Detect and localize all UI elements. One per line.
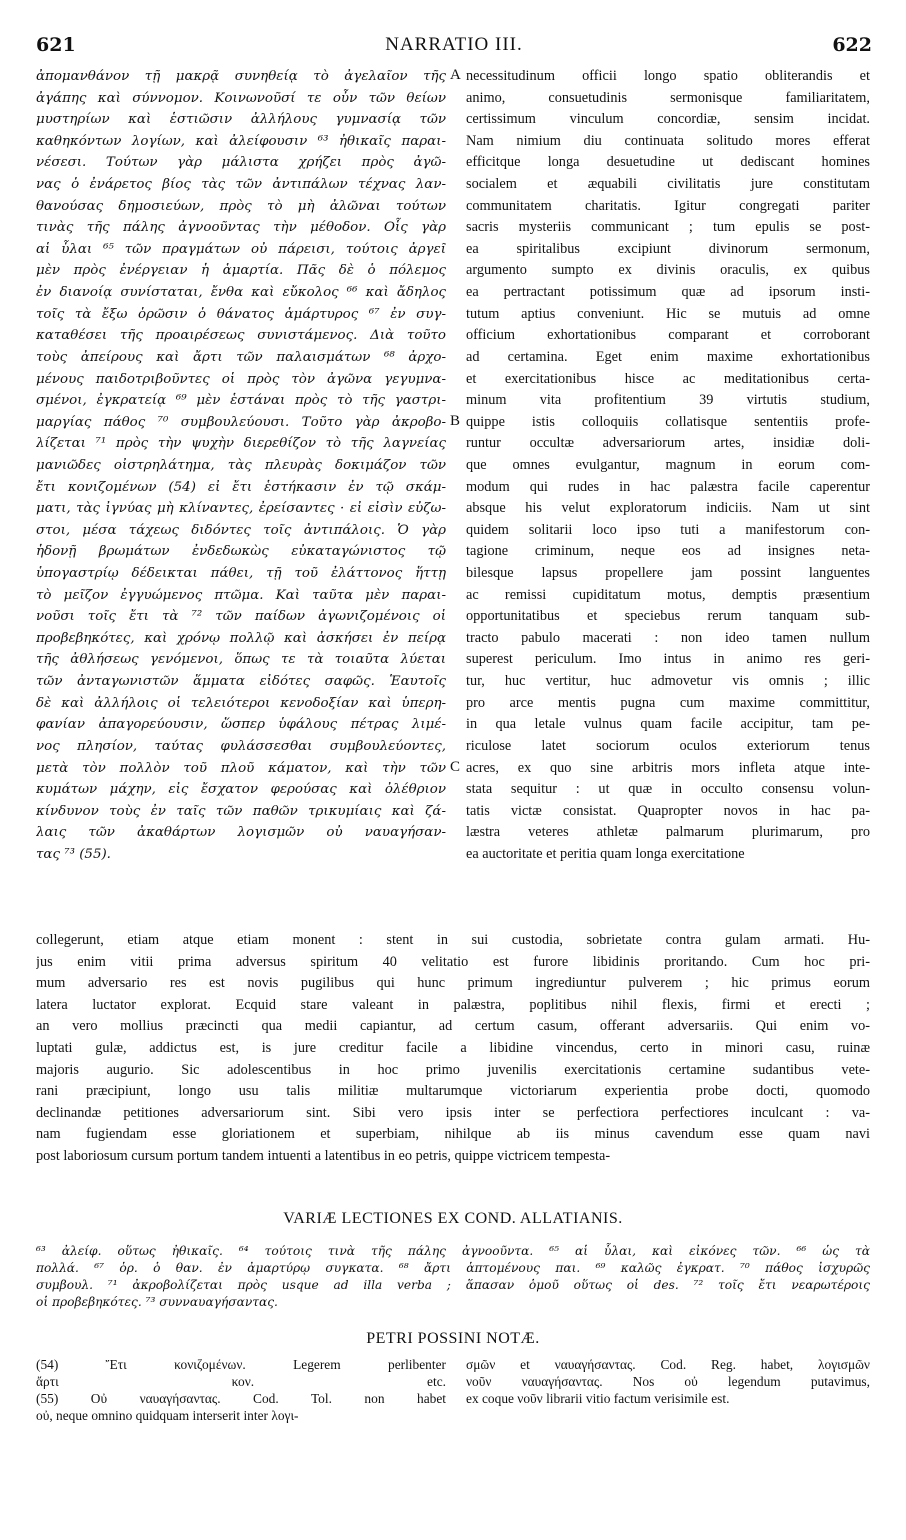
greek-text-line: τῆς ἀθλήσεως γενόμενοι, ὅπως τε τὰ τοιαῦτα λύεται xyxy=(36,652,446,668)
latin-text-line: modum qui rudes in hac palæstra facile caperentur xyxy=(466,478,870,495)
latin-text-line: absque his velut exploratorum indiciis. Nam ut sint xyxy=(466,500,870,517)
latin-text-line: declinandæ petitiones adversariorum sint. Sibi vero ipsis inter se perfectiora perfectiores inculcant : va- xyxy=(36,1104,870,1121)
greek-text-line: αἱ ὗλαι ⁶⁵ τῶν πραγμάτων οὐ πάρεισι, τούτοις ἀργεῖ xyxy=(36,241,446,257)
latin-text-line: collegerunt, etiam atque etiam monent : stent in sui custodia, sobrietate contra gulam armati. Hu- xyxy=(36,932,870,948)
variant-reading-line: ⁶³ ἀλείφ. οὕτως ἠθικαῖς. ⁶⁴ τούτοις τινὰ τῆς πάλης ἀγνοοῦντα. ⁶⁵ αἱ ὗλαι, καὶ εἰκόνες τῶν. ⁶⁶ ὡς τὰ xyxy=(36,1244,870,1258)
greek-text-line: ἀγάπης καὶ σύννομον. Κοινωνοῦσί τε οὖν τῶν θείων xyxy=(36,90,446,106)
latin-text-line: luptati gulæ, addictus est, is jure creditur facile a libidine vincendus, certo in minori casu, ruinæ xyxy=(36,1040,870,1057)
latin-text-line: in qua letale vulnus quam facile accipitur, tam pe- xyxy=(466,716,870,733)
variant-readings xyxy=(36,1243,870,1311)
greek-text-line: μανιῶδες οἰστρηλάτημα, τὰς πλευρὰς δοκιμάζον τῶν xyxy=(36,457,446,473)
greek-text-line: μὲν πρὸς ἐνέργειαν ἡ ἁμαρτία. Πᾶς δὲ ὁ πόλεμος xyxy=(36,263,446,279)
greek-text-line: σμένοι, ἐγκρατείᾳ ⁶⁹ μὲν ἑστάναι πρὸς τὸ τῆς γαστρι- xyxy=(36,393,446,409)
latin-text-line: læstra veteres athletæ palmarum plurimarum, pro xyxy=(466,824,870,841)
latin-text-line: socialem et æquabili civilitatis jure constitutam xyxy=(466,176,870,193)
latin-text-line: necessitudinum officii longo spatio obliterandis et xyxy=(466,68,870,84)
latin-text-line: minum vita profitentium 39 virtutis studium, xyxy=(466,392,870,409)
latin-text-line: riculose latet sociorum oculos exteriorum tenus xyxy=(466,737,870,754)
greek-text-line: κυμάτων μάχην, εἰς ἔσχατον φερούσας καὶ ὀλέθριον xyxy=(36,782,446,798)
latin-text-line: tagione criminum, neque eos ad insignes neta- xyxy=(466,543,870,560)
note-line: σμῶν et ναυαγήσαντας. Cod. Reg. habet, λογισμῶν xyxy=(466,1357,870,1372)
latin-text-line: ea pertractant potissimum quæ ad ipsorum insti- xyxy=(466,284,870,301)
greek-text-line: ματι, τὰς ἰγνύας μὴ κλίναντες, ἐρείσαντες · εἰ εἰσὶν εὐζω- xyxy=(36,501,446,517)
greek-text-line: τῶν ἀνταγωνιστῶν ἅμματα εἰδότες σαφῶς. Ἑαυτοῖς xyxy=(36,674,446,690)
latin-text-line: opportunitatibus et speciebus rerum tanquam sub- xyxy=(466,608,870,625)
latin-text-line: jus enim vitii prima adversus spiritum 40 velitatio est furore libidinis proritando. Cum hoc pri- xyxy=(36,953,870,970)
variant-reading-line: οἱ προβεβηκότες. ⁷³ συνναυαγήσαντας. xyxy=(36,1295,278,1309)
latin-text-line: argumento sumpto ex divinis oraculis, ex quibus xyxy=(466,262,870,279)
greek-text-column xyxy=(36,66,446,866)
latin-text-line: quippe istis colloquiis collatisque sententiis profe- xyxy=(466,413,870,430)
greek-text-line: ἐν διανοίᾳ συνίσταται, ἔνθα καὶ εὔκολος ⁶⁶ καὶ ἄδηλος xyxy=(36,285,446,301)
greek-text-line: τας ⁷³ (55). xyxy=(36,846,111,862)
latin-text-line: que omnes evulgantur, magnum in eorum com- xyxy=(466,456,870,473)
latin-text-line: Nam nimium diu continuata solitudo mores efferat xyxy=(466,132,870,149)
notes-right-column xyxy=(466,1356,870,1407)
greek-text-line: καθηκόντων λογίων, καὶ ἀλείφουσιν ⁶³ ἠθικαῖς παραι- xyxy=(36,133,446,149)
latin-text-line: certissimum vinculum concordiæ, sensim incidat. xyxy=(466,111,870,128)
greek-text-line: δὲ καὶ ἀλλήλοις οἱ τελειότεροι κενοδοξίαν καὶ ὑπερη- xyxy=(36,695,446,711)
page-number-left: 621 xyxy=(36,34,76,56)
latin-text-line: mum adversario res est novis pugilibus qui hunc primum ingrediuntur pulverem ; hic primus eorum xyxy=(36,975,870,992)
greek-text-line: μαργίας πάθος ⁷⁰ συμβουλεύουσι. Τοῦτο γὰρ ἀκροβο- xyxy=(36,414,446,430)
greek-text-line: ἔτι κονιζομένων (54) εἰ ἔτι ἑστήκασιν ἐν τῷ σκάμ- xyxy=(36,479,446,495)
latin-text-line: stata sequitur : ut quæ in occulto consensu volun- xyxy=(466,781,870,798)
greek-text-line: θανούσας δημοσιεύων, πρὸς τὸ μὴ ἀλῶναι τούτων xyxy=(36,198,446,214)
margin-letter-a: A xyxy=(450,67,461,83)
note-line: (54) Ἔτι κονιζομένων. Legerem perlibenter xyxy=(36,1357,446,1372)
latin-text-line: runtur occultæ adversariorum artes, insidiæ doli- xyxy=(466,435,870,452)
greek-text-line: τινὰς τῆς πάλης ἀγνοοῦντας τὴν μέθοδον. Οἷς γὰρ xyxy=(36,220,446,236)
running-head xyxy=(36,34,872,60)
full-width-latin-text xyxy=(36,930,870,1168)
latin-text-line: tracto pabulo macerati : non ideo tamen nullum xyxy=(466,629,870,646)
greek-text-line: μετὰ τὸν πολλὸν τοῦ πλοῦ κάματον, καὶ τὴν τῶν xyxy=(36,760,446,776)
greek-text-line: φανίαν ἀπαγορεύουσιν, ὥσπερ ὑφάλους πέτρας λιμέ- xyxy=(36,717,446,733)
greek-text-line: τοὺς ἀπείρους καὶ ἄρτι τῶν παλαισμάτων ⁶⁸ ἀρχο- xyxy=(36,349,446,365)
greek-text-line: ὑπογαστρίῳ δέδεικται πάθει, τῇ τοῦ ἐλάττονος ἥττῃ xyxy=(36,566,446,582)
latin-text-line: et exercitationibus hisce ac meditationibus certa- xyxy=(466,370,870,387)
latin-text-line: nam fugiendam esse gloriationem et superbiam, nihilque ab iis minus cavendum esse quam navi xyxy=(36,1126,870,1143)
note-line: οὐ, neque omnino quidquam interserit inter λογι- xyxy=(36,1408,299,1423)
latin-text-line: majoris augurio. Sic adolescentibus in hoc primo juvenilis exercitationis certamine sudantibus vete- xyxy=(36,1061,870,1078)
latin-text-line: quidem solitarii loco ipso tuti a manifestorum con- xyxy=(466,521,870,538)
note-line: (55) Οὐ ναυαγήσαντας. Cod. Tol. non habet xyxy=(36,1391,446,1406)
latin-text-line: tur, huc vertitur, huc admovetur vis omnis ; illic xyxy=(466,673,870,690)
greek-text-line: νοῦσι τοῖς ἔτι τὰ ⁷² τῶν παίδων ἀγωνιζομένοις οἱ xyxy=(36,609,446,625)
greek-text-line: προβεβηκότες, καὶ χρόνῳ πολλῷ καὶ ἀσκήσει ἐν πείρᾳ xyxy=(36,630,446,646)
latin-text-line: tutum aptius conveniunt. Hic se mutuis ad omne xyxy=(466,305,870,322)
note-line: νοῦν ναυαγήσαντας. Nos οὐ legendum putavimus, xyxy=(466,1374,870,1389)
greek-text-line: λίζεται ⁷¹ πρὸς τὴν ψυχὴν διερεθίζον τὸ τῆς λαγνείας xyxy=(36,436,446,452)
greek-text-line: λαις τῶν ἀκαθάρτων λογισμῶν οὐ ναυαγήσαν- xyxy=(36,825,446,841)
latin-text-line: acres, ex quo sine arbitris mors infleta atque inte- xyxy=(466,759,870,776)
greek-text-line: καταθέσει τῆς προαιρέσεως συνιστάμενος. Διὰ τοῦτο xyxy=(36,328,446,344)
variant-reading-line: πολλά. ⁶⁷ ὁρ. ὁ θαν. ἐν ἀμαρτύρῳ συγκατα. ⁶⁸ ἄρτι ἁπτομένους παι. ⁶⁹ καλῶς ἐγκρατ. ⁷⁰ πάθος ἰσχυρῶς xyxy=(36,1261,870,1275)
latin-text-line: an vero mollius præcincti qua medii capiantur, ad certum casum, offerant adversariis. Qui enim vo- xyxy=(36,1018,870,1035)
running-title: NARRATIO III. xyxy=(385,34,523,55)
greek-text-line: νας ὁ ἐνάρετος βίος τὰς τῶν ἀντιπάλων τέχνας λαν- xyxy=(36,177,446,193)
greek-text-line: μυστηρίων καὶ ἑστιῶσιν ἀλλήλους γυμνασίᾳ τῶν xyxy=(36,112,446,128)
greek-text-line: τοῖς τὰ ἔξω ὁρῶσιν ὁ θάνατος ἁμάρτυρος ⁶⁷ ἐν συγ- xyxy=(36,306,446,322)
greek-text-line: νος πλησίον, ταύτας φυλάσσεσθαι συμβουλεύοντες, xyxy=(36,738,446,754)
margin-letter-c: C xyxy=(450,759,461,775)
greek-text-line: νέσεσι. Τούτων γὰρ μάλιστα χρήζει πρὸς ἀγῶ- xyxy=(36,155,446,171)
notes-left-column xyxy=(36,1356,446,1424)
greek-text-line: στοι, μέσα τάχεως διδόντες τοῖς ἀντιπάλοις. Ὁ γὰρ xyxy=(36,522,446,538)
latin-text-line: ad certamina. Eget enim maxime exhortationibus xyxy=(466,348,870,365)
latin-text-line: post laboriosum cursum portum tandem intuenti a latentibus in eo petris, quippe victricem tempesta- xyxy=(36,1148,611,1165)
page-number-right: 622 xyxy=(832,34,872,56)
variant-reading-line: συμβουλ. ⁷¹ ἀκροβολίζεται πρὸς usque ad illa verba ; ἅπασαν ὁμοῦ οὕτως οἱ des. ⁷² τοῖς ἔτι νεαρωτέροις xyxy=(36,1278,870,1292)
latin-text-line: ac remissi cupiditatum motus, demptis præsentium xyxy=(466,586,870,603)
latin-text-line: communitatem charitatis. Igitur congregati pariter xyxy=(466,197,870,214)
greek-text-line: ἡδονῇ βρωμάτων ἐνδεδωκὼς εὐκαταγώνιστος τῷ xyxy=(36,544,446,560)
latin-text-column xyxy=(466,66,870,866)
note-line: ex coque νοῦν librarii vitio factum verisimile est. xyxy=(466,1391,730,1406)
variant-readings-title: VARIÆ LECTIONES EX COND. ALLATIANIS. xyxy=(283,1210,623,1227)
latin-text-line: tatis victæ consistat. Quapropter novos in hac pa- xyxy=(466,802,870,819)
latin-text-line: superest periculum. Imo intus in animo res geri- xyxy=(466,651,870,668)
latin-text-line: bilesque lapsus propellere jam possint languentes xyxy=(466,565,870,582)
latin-text-line: pro arce mentis pugna cum maxime committitur, xyxy=(466,694,870,711)
greek-text-line: τὸ μεῖζον ἐγγυώμενος πτῶμα. Καὶ ταῦτα μὲν παραι- xyxy=(36,587,446,603)
latin-text-line: efficitque longa desuetudine ut dediscant homines xyxy=(466,154,870,171)
latin-text-line: sacris mysteriis communicant ; tum epulis se post- xyxy=(466,219,870,236)
latin-text-line: officium exhortationibus comparant et corroborant xyxy=(466,327,870,344)
notes-title: PETRI POSSINI NOTÆ. xyxy=(366,1330,540,1347)
latin-text-line: ea auctoritate et peritia quam longa exercitatione xyxy=(466,845,745,862)
note-line: ἄρτι κον. etc. xyxy=(36,1374,446,1389)
latin-text-line: latera luctator explorat. Ecquid stare valeant in palæstra, poplitibus nihil flexis, firmi et erecti ; xyxy=(36,996,870,1013)
latin-text-line: animo, consuetudinis sermonisque familiaritatem, xyxy=(466,89,870,106)
greek-text-line: ἀπομανθάνον τῇ μακρᾷ συνηθείᾳ τὸ ἀγελαῖον τῆς xyxy=(36,69,446,84)
greek-text-line: κίνδυνον τοὺς ἐν ταῖς τῶν παθῶν τρικυμίαις καὶ ζά- xyxy=(36,803,446,819)
margin-letter-b: B xyxy=(450,413,461,429)
latin-text-line: rani præcipiunt, longo usu talis militiæ multarumque victoriarum experientia probe docti, quomodo xyxy=(36,1083,870,1100)
greek-text-line: μένους παιδοτριβοῦντες οἱ πρὸς τὸν ἀγῶνα γεγυμνα- xyxy=(36,371,446,387)
latin-text-line: ea spiritalibus excipiunt divinorum sermonum, xyxy=(466,240,870,257)
